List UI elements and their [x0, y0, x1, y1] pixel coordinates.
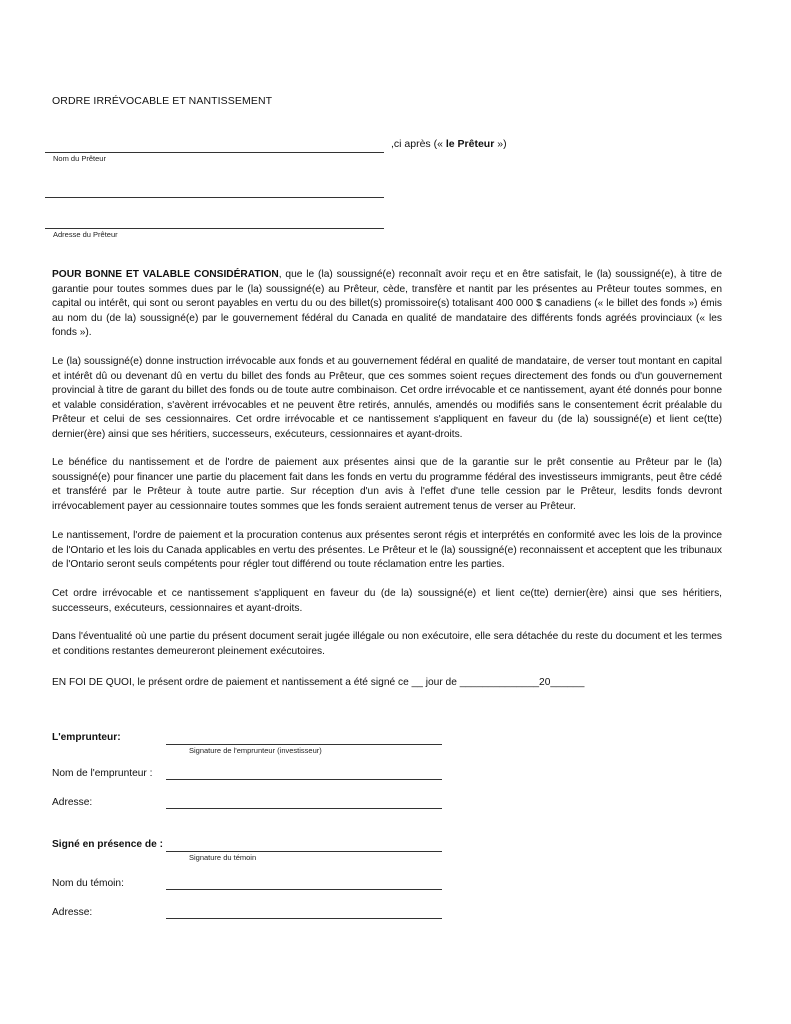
borrower-name-label: Nom de l'emprunteur : — [52, 768, 153, 779]
paragraph-consideration — [52, 268, 722, 341]
paragraph-binding: Cet ordre irrévocable et ce nantissement s'appliquent en faveur du (de la) soussigné(e) et lient ce(tte) dernier(ère) ainsi que ses héritiers, successeurs, exécuteurs, cessionnaires et ayant-droits. — [52, 588, 722, 614]
witness-signature-line[interactable] — [166, 851, 442, 852]
lender-def-bold: le Prêteur — [445, 138, 495, 150]
consideration-heading: POUR BONNE ET VALABLE CONSIDÉRATION — [52, 269, 279, 280]
borrower-address-line[interactable] — [166, 808, 442, 809]
borrower-name-line[interactable] — [166, 779, 442, 780]
witness-name-label: Nom du témoin: — [52, 878, 124, 889]
witness-address-label: Adresse: — [52, 907, 93, 918]
borrower-signature-caption: Signature de l'emprunteur (investisseur) — [189, 746, 322, 755]
lender-def-prefix: ,ci après (« — [391, 138, 446, 150]
document-title: ORDRE IRRÉVOCABLE ET NANTISSEMENT — [52, 95, 273, 107]
lender-name-caption: Nom du Prêteur — [53, 154, 106, 163]
consideration-text: , que le (la) soussigné(e) reconnaît avoir reçu et en être satisfait, le (la) soussigné(e), à titre de garantie pour toutes sommes dues par le (la) soussigné(e) au Prêteur, cède, transfère et nantit par les présentes au Prêteur toutes sommes, en capital ou intérêt, qui sont ou seront payables en vertu du ou des billet(s) promissoire(s) totalisant 400 000 $ canadiens (« le billet des fonds ») émis au nom du (de la) soussigné(e) par le gouvernement fédéral du Canada en qualité de mandataire des différents fonds agréés provinciaux (« les fonds »). — [52, 269, 722, 339]
witness-address-line[interactable] — [166, 918, 442, 919]
paragraph-witness-clause: EN FOI DE QUOI, le présent ordre de paiement et nantissement a été signé ce __ jour de ______________20______ — [52, 677, 585, 688]
paragraph-benefit: Le bénéfice du nantissement et de l'ordre de paiement aux présentes ainsi que de la garantie sur le prêt consentie au Prêteur par le (la) soussigné(e) pour financer une partie du placement fait dans les fonds en vertu du programme fédéral des investisseurs immigrants, peut être cédé et transféré par le Prêteur à toute autre partie. Sur réception d'un avis à l'effet d'une telle cession par le Prêteur, lesdits fonds devront irrévocablement payer au cessionnaire toutes sommes que les fonds seraient autrement tenus de verser au Prêteur. — [52, 457, 722, 512]
paragraph-instruction: Le (la) soussigné(e) donne instruction irrévocable aux fonds et au gouvernement fédéral en qualité de mandataire, de verser tout montant en capital et intérêt dû ou devenant dû en vertu du billet des fonds au Prêteur, que ces sommes soient reçues directement des fonds ou d'un gouvernement provincial à titre de garant du billet des fonds ou de toute autre combinaison. Cet ordre irrévocable et ce nantissement, ayant été donnés pour bonne et valable considération, s'avèrent irrévocables et ne peuvent être retirés, annulés, amendés ou modifiés sans le consentement écrit préalable du Prêteur et celui de ses cessionnaires. Cet ordre irrévocable et ce nantissement s'appliquent en faveur du (de la) soussigné(e) et lient ce(tte) dernier(ère) ainsi que ses héritiers, successeurs, exécuteurs, cessionnaires et ayant-droits. — [52, 356, 722, 440]
witness-signature-caption: Signature du témoin — [189, 853, 257, 862]
lender-def-end: ») — [494, 138, 507, 150]
lender-address-line-2[interactable] — [45, 228, 384, 229]
lender-address-caption: Adresse du Prêteur — [53, 230, 118, 239]
borrower-label: L'emprunteur: — [52, 732, 121, 743]
paragraph-severability: Dans l'éventualité où une partie du présent document serait jugée illégale ou non exécutoire, elle sera détachée du reste du document et les termes et conditions restantes demeureront pleinement exécutoires. — [52, 631, 722, 657]
borrower-address-label: Adresse: — [52, 797, 93, 808]
paragraph-jurisdiction: Le nantissement, l'ordre de paiement et la procuration contenus aux présentes seront régis et interprétés en conformité avec les lois de la province de l'Ontario et les lois du Canada applicables en vertu des présentes. Le Prêteur et le (la) soussigné(e) reconnaissent et acceptent que les tribunaux de l'Ontario seront seuls compétents pour régler tout différend ou toute réclamation entre les parties. — [52, 530, 722, 571]
borrower-signature-line[interactable] — [166, 744, 442, 745]
lender-definition — [391, 138, 507, 150]
lender-address-line-1[interactable] — [45, 197, 384, 198]
lender-name-line[interactable] — [45, 152, 384, 153]
witness-name-line[interactable] — [166, 889, 442, 890]
witness-label: Signé en présence de : — [52, 839, 163, 850]
